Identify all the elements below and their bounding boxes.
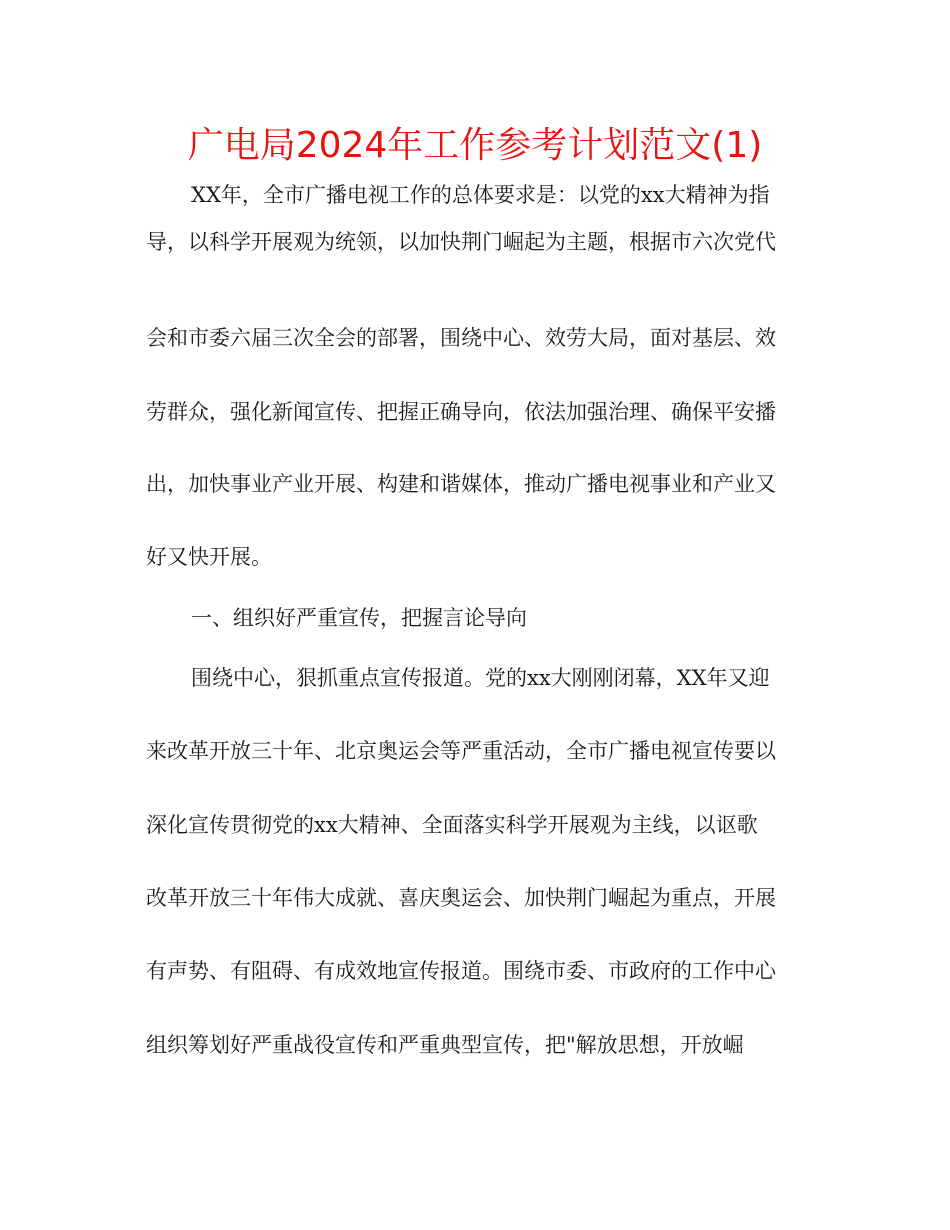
section-heading-text: 一、组织好严重宣传，把握言论导向	[191, 606, 527, 630]
text-line: 改革开放三十年伟大成就、喜庆奥运会、加快荆门崛起为重点，开展	[146, 886, 776, 910]
document-title: 广电局2024年工作参考计划范文(1)	[187, 125, 763, 166]
text-line: 劳群众，强化新闻宣传、把握正确导向，依法加强治理、确保平安播	[146, 400, 776, 424]
text-line: 有声势、有阻碍、有成效地宣传报道。围绕市委、市政府的工作中心	[146, 959, 776, 983]
text-line: 组织筹划好严重战役宣传和严重典型宣传，把"解放思想，开放崛	[146, 1033, 744, 1057]
text-line: XX年，全市广播电视工作的总体要求是：以党的xx大精神为指	[191, 183, 770, 207]
text-line: 围绕中心，狠抓重点宣传报道。党的xx大刚刚闭幕，XX年又迎	[191, 666, 770, 690]
text-line: 出，加快事业产业开展、构建和谐媒体，推动广播电视事业和产业又	[146, 472, 776, 496]
text-line: 深化宣传贯彻党的xx大精神、全面落实科学开展观为主线，以讴歌	[146, 813, 758, 837]
text-line: 会和市委六届三次全会的部署，围绕中心、效劳大局，面对基层、效	[146, 326, 776, 350]
text-line: 来改革开放三十年、北京奥运会等严重活动，全市广播电视宣传要以	[146, 739, 776, 763]
text-line: 好又快开展。	[146, 545, 272, 569]
text-line: 导，以科学开展观为统领，以加快荆门崛起为主题，根据市六次党代	[146, 230, 776, 254]
